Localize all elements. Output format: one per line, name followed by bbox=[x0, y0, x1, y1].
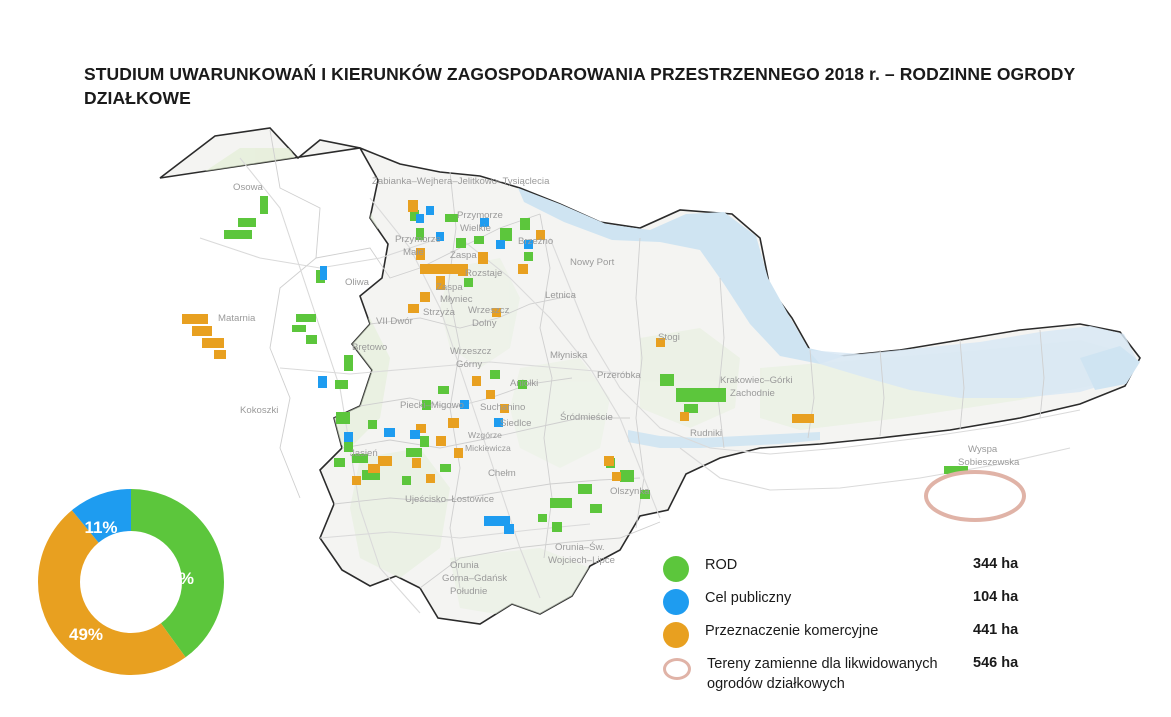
svg-text:Chełm: Chełm bbox=[488, 468, 516, 479]
page-title: STUDIUM UWARUNKOWAŃ I KIERUNKÓW ZAGOSPODAROWANIA PRZESTRZENNEGO 2018 r. – RODZINNE OGRODY DZIAŁKOWE bbox=[84, 64, 1075, 109]
svg-text:Osowa: Osowa bbox=[233, 182, 263, 193]
donut-label-public: 11% bbox=[84, 518, 118, 537]
legend-swatch-replacement-ring-icon bbox=[663, 658, 691, 680]
svg-text:Aniołki: Aniołki bbox=[510, 378, 539, 389]
legend-label-rod: ROD bbox=[705, 557, 738, 573]
svg-text:Wyspa: Wyspa bbox=[968, 444, 998, 455]
svg-text:Dolny: Dolny bbox=[472, 318, 497, 329]
legend-item-public bbox=[663, 589, 1063, 622]
legend-item-rod bbox=[663, 556, 1063, 589]
legend-item-commercial bbox=[663, 622, 1063, 655]
svg-text:Jasień: Jasień bbox=[350, 448, 378, 459]
svg-text:Letnica: Letnica bbox=[545, 290, 576, 301]
svg-text:Młyniska: Młyniska bbox=[550, 350, 588, 361]
svg-text:Suchanino: Suchanino bbox=[480, 402, 526, 413]
svg-text:Strzyża: Strzyża bbox=[423, 307, 455, 318]
svg-text:Zachodnie: Zachodnie bbox=[730, 388, 775, 399]
donut-chart bbox=[36, 487, 226, 677]
svg-text:Kokoszki: Kokoszki bbox=[240, 405, 279, 416]
legend-value-public: 104 ha bbox=[973, 589, 1019, 605]
svg-text:Brętowo: Brętowo bbox=[352, 342, 388, 353]
svg-text:Przeróbka: Przeróbka bbox=[597, 370, 641, 381]
legend-swatch-commercial-icon bbox=[663, 622, 689, 648]
svg-text:Przymorze: Przymorze bbox=[457, 210, 503, 221]
legend-value-commercial: 441 ha bbox=[973, 622, 1019, 638]
svg-text:Zaspa: Zaspa bbox=[436, 282, 463, 293]
svg-text:Krakowiec–Górki: Krakowiec–Górki bbox=[720, 375, 793, 386]
legend-label-commercial: Przeznaczenie komercyjne bbox=[705, 623, 879, 639]
legend-value-rod: 344 ha bbox=[973, 556, 1019, 572]
svg-text:Ujeścisko–Łostowice: Ujeścisko–Łostowice bbox=[405, 494, 495, 505]
svg-text:Górna–Gdańsk: Górna–Gdańsk bbox=[442, 573, 508, 584]
svg-text:Piecki–Migowo: Piecki–Migowo bbox=[400, 400, 464, 411]
svg-text:Przymorze: Przymorze bbox=[395, 234, 441, 245]
legend-label-public: Cel publiczny bbox=[705, 590, 792, 606]
legend-swatch-rod-icon bbox=[663, 556, 689, 582]
svg-text:Południe: Południe bbox=[450, 586, 488, 597]
svg-text:Wzgórze: Wzgórze bbox=[468, 430, 502, 440]
map-replacement-area-ring bbox=[926, 472, 1024, 520]
svg-text:Wielkie: Wielkie bbox=[460, 223, 491, 234]
svg-text:Wrzeszcz: Wrzeszcz bbox=[468, 305, 510, 316]
svg-text:Olszynka: Olszynka bbox=[610, 486, 650, 497]
svg-text:Mickiewicza: Mickiewicza bbox=[465, 443, 511, 453]
svg-text:Siedlce: Siedlce bbox=[500, 418, 532, 429]
svg-text:Orunia: Orunia bbox=[450, 560, 479, 571]
legend-value-replacement: 546 ha bbox=[973, 655, 1019, 671]
svg-text:Orunia–Św.: Orunia–Św. bbox=[555, 542, 605, 553]
svg-text:Matarnia: Matarnia bbox=[218, 313, 256, 324]
svg-text:Rudniki: Rudniki bbox=[690, 428, 722, 439]
donut-label-commercial: 49% bbox=[68, 625, 104, 644]
legend bbox=[663, 556, 1063, 701]
svg-text:Sobieszewska: Sobieszewska bbox=[958, 457, 1020, 468]
svg-text:Wojciech–Lipce: Wojciech–Lipce bbox=[548, 555, 616, 566]
svg-text:Żabianka–Wejhera–Jelitkowo–Tys: Żabianka–Wejhera–Jelitkowo–Tysiąclecia bbox=[372, 176, 550, 187]
svg-text:Zaspa: Zaspa bbox=[450, 250, 477, 261]
donut-label-rod: 40% bbox=[159, 569, 195, 588]
svg-text:Małe: Małe bbox=[403, 247, 424, 258]
svg-text:Rozstaje: Rozstaje bbox=[465, 268, 503, 279]
svg-text:Śródmieście: Śródmieście bbox=[560, 412, 613, 423]
svg-text:Brzeźno: Brzeźno bbox=[518, 236, 554, 247]
svg-text:Młyniec: Młyniec bbox=[440, 294, 473, 305]
legend-item-replacement bbox=[663, 655, 1063, 701]
svg-text:Nowy Port: Nowy Port bbox=[570, 257, 615, 268]
legend-label-replacement: Tereny zamienne dla likwidowanych ogrodów działkowych bbox=[707, 656, 938, 692]
svg-text:Stogi: Stogi bbox=[658, 332, 680, 343]
svg-text:Oliwa: Oliwa bbox=[345, 277, 369, 288]
legend-swatch-public-icon bbox=[663, 589, 689, 615]
svg-text:VII Dwór: VII Dwór bbox=[376, 316, 413, 327]
svg-text:Wrzeszcz: Wrzeszcz bbox=[450, 346, 492, 357]
svg-text:Górny: Górny bbox=[456, 359, 483, 370]
